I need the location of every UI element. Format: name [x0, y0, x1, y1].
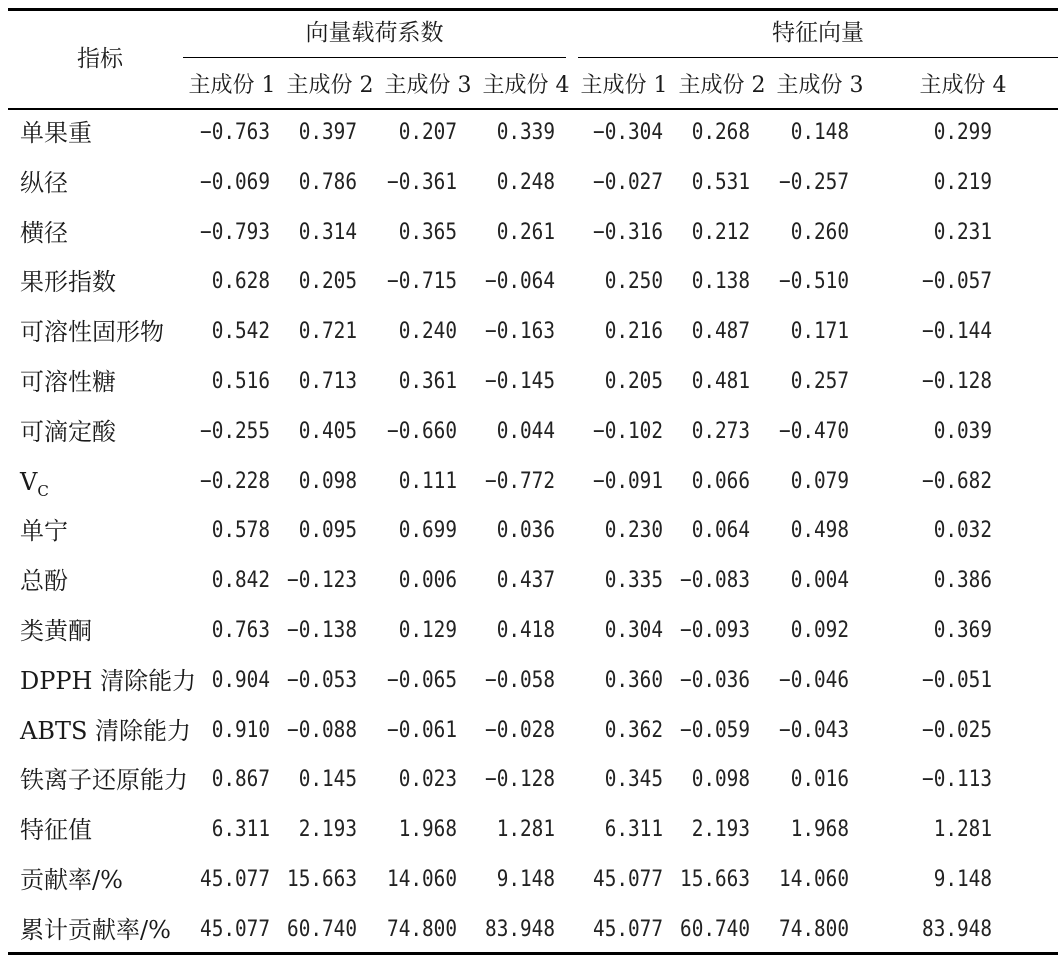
- table-cell: 0.842: [211, 568, 270, 593]
- table-cell: −0.113: [922, 767, 992, 792]
- table-cell: −0.715: [387, 269, 457, 294]
- table-cell: 6.311: [211, 817, 270, 842]
- table-cell: 0.628: [211, 269, 270, 294]
- table-cell: 15.663: [287, 867, 357, 892]
- table-cell: 0.079: [790, 469, 849, 494]
- table-cell: −0.793: [200, 220, 270, 245]
- table-cell: 0.231: [933, 220, 992, 245]
- table-cell: −0.772: [485, 469, 555, 494]
- row-label: 总酚: [20, 567, 68, 595]
- table-cell: 0.036: [496, 518, 555, 543]
- table-cell: 0.763: [211, 618, 270, 643]
- table-cell: 0.171: [790, 319, 849, 344]
- table-cell: 0.205: [604, 369, 663, 394]
- row-label: 可溶性糖: [20, 368, 116, 396]
- table-cell: 9.148: [933, 867, 992, 892]
- table-cell: −0.145: [485, 369, 555, 394]
- table-cell: 0.095: [298, 518, 357, 543]
- table-cell: 0.039: [933, 419, 992, 444]
- table-cell: −0.053: [287, 668, 357, 693]
- table-cell: 0.487: [691, 319, 750, 344]
- table-cell: 1.281: [496, 817, 555, 842]
- row-label: ABTS 清除能力: [20, 717, 192, 745]
- table-cell: −0.763: [200, 120, 270, 145]
- table-cell: 15.663: [680, 867, 750, 892]
- table-cell: 1.281: [933, 817, 992, 842]
- component-header-1: 主成份 1: [188, 73, 276, 98]
- table-cell: 0.437: [496, 568, 555, 593]
- table-cell: −0.255: [200, 419, 270, 444]
- component-header-2: 主成份 2: [286, 73, 374, 98]
- table-cell: 83.948: [485, 917, 555, 942]
- table-cell: −0.091: [593, 469, 663, 494]
- row-label: 可溶性固形物: [20, 318, 164, 346]
- row-label: 横径: [20, 219, 68, 247]
- table-cell: 0.481: [691, 369, 750, 394]
- table-cell: −0.316: [593, 220, 663, 245]
- table-cell: 0.250: [604, 269, 663, 294]
- table-cell: 0.418: [496, 618, 555, 643]
- table-cell: 0.111: [398, 469, 457, 494]
- table-cell: −0.057: [922, 269, 992, 294]
- table-cell: −0.083: [680, 568, 750, 593]
- component-header-5: 主成份 1: [580, 73, 668, 98]
- row-label: 类黄酮: [20, 617, 92, 645]
- table-cell: 0.098: [298, 469, 357, 494]
- component-header-3: 主成份 3: [384, 73, 472, 98]
- row-label: 特征值: [20, 816, 92, 844]
- table-cell: 0.721: [298, 319, 357, 344]
- table-cell: −0.163: [485, 319, 555, 344]
- table-cell: −0.257: [779, 170, 849, 195]
- table-cell: 0.006: [398, 568, 457, 593]
- table-cell: 0.257: [790, 369, 849, 394]
- table-cell: 0.138: [691, 269, 750, 294]
- table-cell: 45.077: [200, 867, 270, 892]
- table-cell: 0.129: [398, 618, 457, 643]
- table-cell: 0.066: [691, 469, 750, 494]
- table-cell: 0.004: [790, 568, 849, 593]
- table-cell: 0.786: [298, 170, 357, 195]
- table-cell: 9.148: [496, 867, 555, 892]
- table-cell: 0.044: [496, 419, 555, 444]
- table-cell: 0.405: [298, 419, 357, 444]
- table-cell: 0.261: [496, 220, 555, 245]
- table-cell: 0.207: [398, 120, 457, 145]
- table-cell: 0.867: [211, 767, 270, 792]
- table-cell: 83.948: [922, 917, 992, 942]
- group-header-loading-coefficients: 向量载荷系数: [305, 20, 444, 46]
- table-cell: −0.102: [593, 419, 663, 444]
- table-cell: −0.069: [200, 170, 270, 195]
- table-cell: 0.386: [933, 568, 992, 593]
- row-label-header: 指标: [77, 46, 123, 72]
- table-cell: 0.362: [604, 718, 663, 743]
- table-cell: 0.212: [691, 220, 750, 245]
- table-cell: 0.260: [790, 220, 849, 245]
- table-cell: −0.027: [593, 170, 663, 195]
- component-header-4: 主成份 4: [482, 73, 570, 98]
- table-cell: −0.028: [485, 718, 555, 743]
- table-cell: 0.516: [211, 369, 270, 394]
- row-label: 纵径: [20, 169, 68, 197]
- top-rule: [8, 8, 1058, 11]
- table-cell: −0.061: [387, 718, 457, 743]
- row-label: 累计贡献率/%: [20, 916, 171, 944]
- table-cell: −0.088: [287, 718, 357, 743]
- group2-underline: [578, 57, 1058, 58]
- table-cell: 45.077: [200, 917, 270, 942]
- row-label: 单宁: [20, 517, 68, 545]
- table-cell: −0.025: [922, 718, 992, 743]
- table-cell: 0.397: [298, 120, 357, 145]
- table-cell: 0.205: [298, 269, 357, 294]
- table-cell: 0.273: [691, 419, 750, 444]
- table-cell: 0.240: [398, 319, 457, 344]
- table-cell: 0.335: [604, 568, 663, 593]
- table-cell: −0.046: [779, 668, 849, 693]
- table-cell: 2.193: [298, 817, 357, 842]
- table-cell: 0.216: [604, 319, 663, 344]
- table-cell: 60.740: [680, 917, 750, 942]
- group1-underline: [183, 57, 566, 58]
- table-cell: −0.660: [387, 419, 457, 444]
- table-cell: 0.248: [496, 170, 555, 195]
- table-cell: 0.360: [604, 668, 663, 693]
- table-cell: 74.800: [387, 917, 457, 942]
- table-cell: −0.304: [593, 120, 663, 145]
- table-cell: 0.304: [604, 618, 663, 643]
- bottom-rule: [8, 952, 1058, 955]
- table-cell: 14.060: [779, 867, 849, 892]
- table-cell: −0.470: [779, 419, 849, 444]
- table-cell: 0.365: [398, 220, 457, 245]
- table-cell: 0.542: [211, 319, 270, 344]
- table-cell: 6.311: [604, 817, 663, 842]
- table-cell: −0.065: [387, 668, 457, 693]
- table-cell: 0.361: [398, 369, 457, 394]
- table-cell: 0.369: [933, 618, 992, 643]
- table-cell: −0.361: [387, 170, 457, 195]
- table-cell: −0.059: [680, 718, 750, 743]
- table-cell: 0.268: [691, 120, 750, 145]
- table-cell: 0.910: [211, 718, 270, 743]
- table-cell: 0.498: [790, 518, 849, 543]
- table-cell: −0.043: [779, 718, 849, 743]
- row-label: $V_C$: [20, 468, 49, 500]
- header-rule: [8, 108, 1058, 110]
- table-cell: −0.228: [200, 469, 270, 494]
- row-label: 单果重: [20, 119, 92, 147]
- row-label: 铁离子还原能力: [20, 766, 188, 794]
- table-cell: 0.230: [604, 518, 663, 543]
- table-cell: 14.060: [387, 867, 457, 892]
- row-label: DPPH 清除能力: [20, 667, 197, 695]
- table-cell: −0.093: [680, 618, 750, 643]
- table-cell: −0.138: [287, 618, 357, 643]
- table-cell: −0.510: [779, 269, 849, 294]
- table-cell: 0.578: [211, 518, 270, 543]
- table-cell: 45.077: [593, 917, 663, 942]
- table-cell: 0.023: [398, 767, 457, 792]
- table-cell: −0.064: [485, 269, 555, 294]
- table-cell: 0.098: [691, 767, 750, 792]
- table-cell: 0.531: [691, 170, 750, 195]
- group-header-eigenvectors: 特征向量: [772, 20, 864, 46]
- table-cell: −0.144: [922, 319, 992, 344]
- table-cell: 45.077: [593, 867, 663, 892]
- table-cell: −0.036: [680, 668, 750, 693]
- table-cell: 0.092: [790, 618, 849, 643]
- table-cell: 0.339: [496, 120, 555, 145]
- table-cell: 60.740: [287, 917, 357, 942]
- table-cell: 0.016: [790, 767, 849, 792]
- table-cell: −0.128: [485, 767, 555, 792]
- table-cell: 0.713: [298, 369, 357, 394]
- table-cell: −0.058: [485, 668, 555, 693]
- table-cell: 0.299: [933, 120, 992, 145]
- table-cell: −0.682: [922, 469, 992, 494]
- table-cell: 0.345: [604, 767, 663, 792]
- table-cell: 74.800: [779, 917, 849, 942]
- component-header-7: 主成份 3: [776, 73, 864, 98]
- table-cell: 0.219: [933, 170, 992, 195]
- table-cell: 0.145: [298, 767, 357, 792]
- table-cell: 2.193: [691, 817, 750, 842]
- component-header-6: 主成份 2: [678, 73, 766, 98]
- row-label: 可滴定酸: [20, 418, 116, 446]
- table-cell: 0.699: [398, 518, 457, 543]
- table-cell: 0.148: [790, 120, 849, 145]
- table-cell: 0.904: [211, 668, 270, 693]
- row-label-subscript: C: [37, 482, 49, 500]
- table-cell: 1.968: [790, 817, 849, 842]
- component-header-8: 主成份 4: [919, 73, 1007, 98]
- table-cell: 0.032: [933, 518, 992, 543]
- table-cell: −0.051: [922, 668, 992, 693]
- table-cell: 1.968: [398, 817, 457, 842]
- table-cell: 0.064: [691, 518, 750, 543]
- table-cell: −0.123: [287, 568, 357, 593]
- table-cell: −0.128: [922, 369, 992, 394]
- row-label: 果形指数: [20, 268, 116, 296]
- row-label: 贡献率/%: [20, 866, 123, 894]
- table-cell: 0.314: [298, 220, 357, 245]
